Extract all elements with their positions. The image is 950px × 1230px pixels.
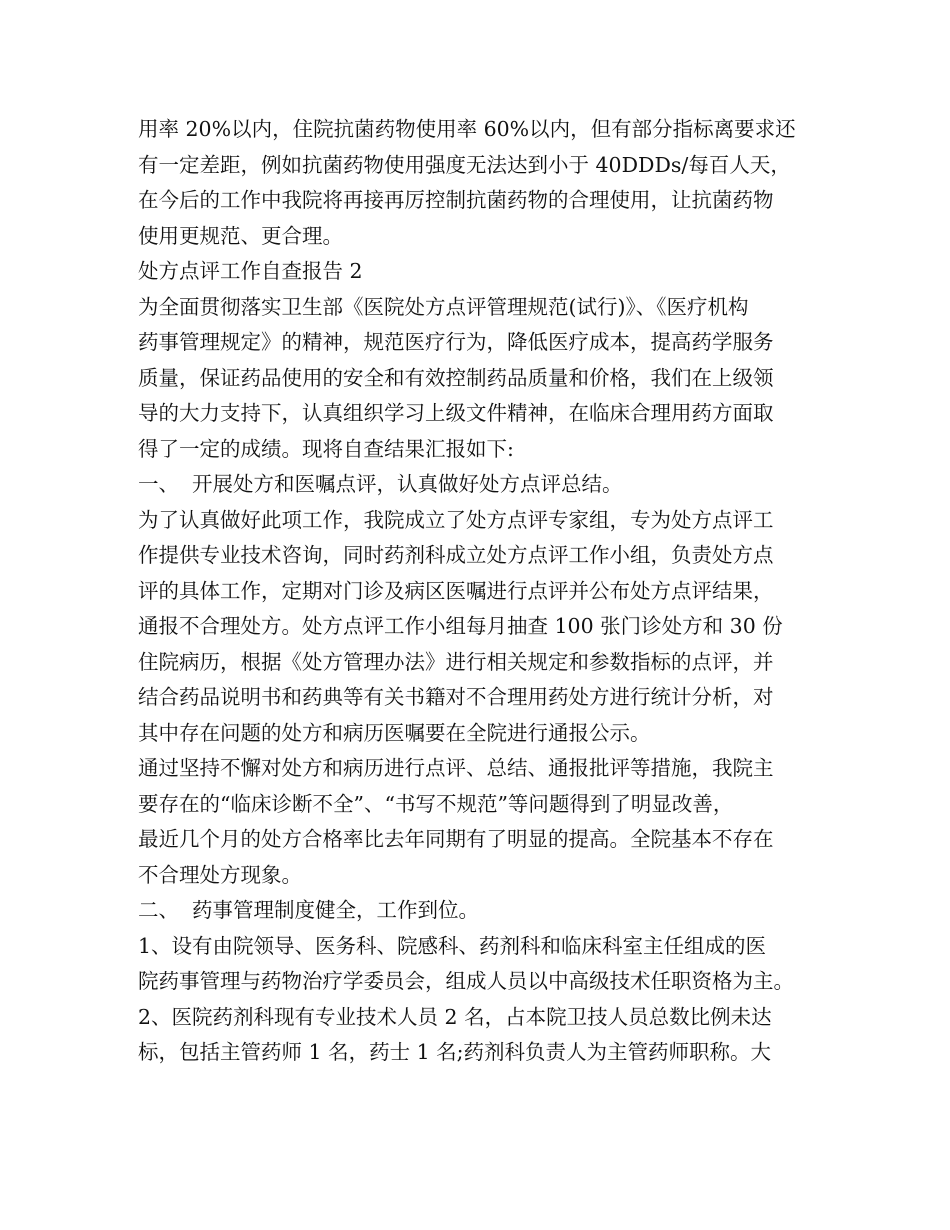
text-line: 质量，保证药品使用的安全和有效控制药品质量和价格，我们在上级领 [138, 365, 774, 390]
text-line: 为全面贯彻落实卫生部《医院处方点评管理规范(试行)》、《医疗机构 [138, 294, 749, 319]
text-line: 最近几个月的处方合格率比去年同期有了明显的提高。全院基本不存在 [138, 827, 774, 851]
text-line: 评的具体工作，定期对门诊及病区医嘱进行点评并公布处方点评结果， [138, 578, 774, 603]
text-line: 使用更规范、更合理。 [138, 223, 343, 248]
text-line: 在今后的工作中我院将再接再厉控制抗菌药物的合理使用，让抗菌药物 [138, 188, 774, 212]
text-line: 院药事管理与药物治疗学委员会，组成人员以中高级技术任职资格为主。 [138, 969, 794, 993]
text-line: 通报不合理处方。处方点评工作小组每月抽查 100 张门诊处方和 30 份 [138, 614, 783, 638]
text-line: 得了一定的成绩。现将自查结果汇报如下: [138, 436, 514, 461]
text-line: 住院病历，根据《处方管理办法》进行相关规定和参数指标的点评，并 [138, 649, 774, 674]
section-heading-1: 一、 开展处方和医嘱点评，认真做好处方点评总结。 [138, 472, 623, 496]
section-title: 处方点评工作自查报告 2 [138, 259, 363, 283]
section-heading-2: 二、 药事管理制度健全，工作到位。 [138, 898, 480, 922]
text-line: 标，包括主管药师 1 名，药士 1 名;药剂科负责人为主管药师职称。大 [138, 1040, 772, 1064]
text-line: 要存在的“临床诊断不全”、“书写不规范”等问题得到了明显改善， [138, 791, 734, 816]
text-line: 2、医院药剂科现有专业技术人员 2 名，占本院卫技人员总数比例未达 [138, 1004, 772, 1029]
text-line: 作提供专业技术咨询，同时药剂科成立处方点评工作小组，负责处方点 [138, 543, 774, 567]
text-line: 1、设有由院领导、医务科、院感科、药剂科和临床科室主任组成的医 [138, 933, 767, 958]
document-body [138, 112, 818, 1071]
text-line: 用率 20%以内，住院抗菌药物使用率 60%以内，但有部分指标离要求还 [138, 117, 796, 141]
text-line: 为了认真做好此项工作，我院成立了处方点评专家组，专为处方点评工 [138, 507, 774, 532]
text-line: 导的大力支持下，认真组织学习上级文件精神，在临床合理用药方面取 [138, 401, 774, 425]
text-line: 通过坚持不懈对处方和病历进行点评、总结、通报批评等措施，我院主 [138, 756, 774, 780]
text-line: 有一定差距，例如抗菌药物使用强度无法达到小于 40DDDs/每百人天， [138, 152, 791, 177]
text-line: 药事管理规定》的精神，规范医疗行为，降低医疗成本，提高药学服务 [138, 330, 774, 354]
text-line: 不合理处方现象。 [138, 862, 302, 887]
text-line: 其中存在问题的处方和病历医嘱要在全院进行通报公示。 [138, 720, 651, 745]
text-line: 结合药品说明书和药典等有关书籍对不合理用药处方进行统计分析，对 [138, 685, 774, 709]
